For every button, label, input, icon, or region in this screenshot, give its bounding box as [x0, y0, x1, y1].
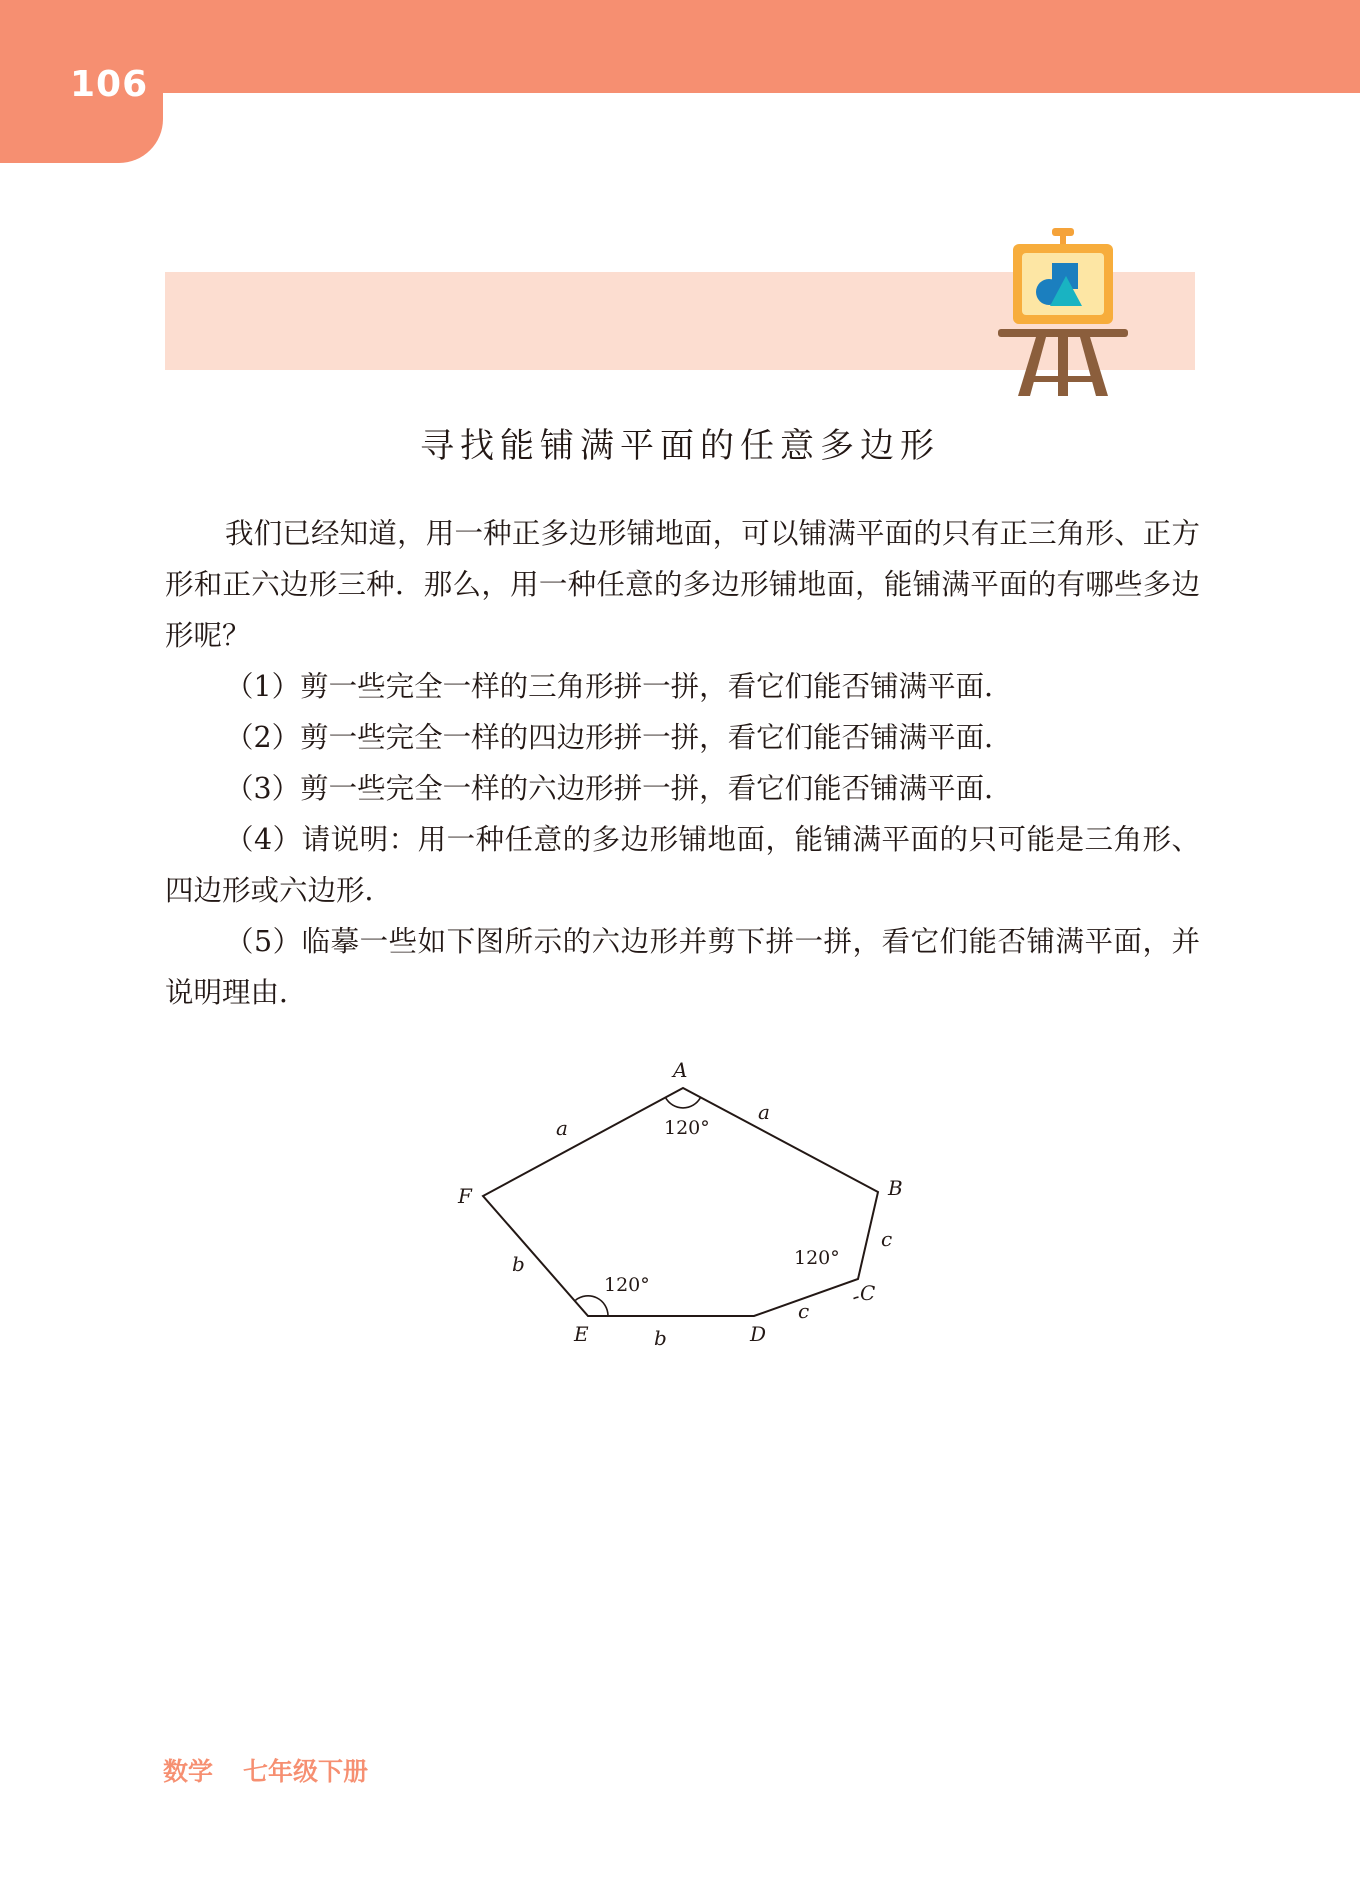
footer-subject: 数学: [163, 1757, 214, 1786]
angle-arc-c: [854, 1297, 859, 1299]
vertex-label-a: A: [673, 1058, 688, 1082]
page-number: 106: [70, 64, 149, 105]
vertex-label-e: E: [574, 1322, 589, 1346]
vertex-label-d: D: [750, 1322, 767, 1346]
body-text: [165, 508, 1200, 1018]
vertex-label-f: F: [458, 1184, 472, 1208]
side-label-cd: c: [798, 1299, 810, 1323]
angle-label-e: 120°: [604, 1274, 650, 1296]
footer: [163, 1752, 368, 1788]
task-item-2: （2）剪一些完全一样的四边形拼一拼，看它们能否铺满平面．: [225, 721, 1013, 754]
intro-paragraph: 我们已经知道，用一种正多边形铺地面，可以铺满平面的只有正三角形、正方形和正六边形三种．那么，用一种任意的多边形铺地面，能铺满平面的有哪些多边形呢？: [165, 517, 1200, 652]
section-title: 寻找能铺满平面的任意多边形: [420, 426, 940, 466]
side-label-ef: b: [512, 1252, 525, 1276]
vertex-label-c: C: [860, 1281, 876, 1305]
side-label-bc: c: [881, 1227, 893, 1251]
angle-label-c: 120°: [794, 1247, 840, 1269]
task-item-4: （4）请说明：用一种任意的多边形铺地面，能铺满平面的只可能是三角形、四边形或六边形．: [165, 823, 1200, 907]
vertex-label-b: B: [888, 1176, 903, 1200]
footer-book: 七年级下册: [243, 1757, 369, 1786]
side-label-ab: a: [758, 1100, 770, 1124]
side-label-fa: a: [556, 1116, 568, 1140]
task-item-3: （3）剪一些完全一样的六边形拼一拼，看它们能否铺满平面．: [225, 772, 1013, 805]
hexagon-figure: [440, 1055, 940, 1355]
side-label-de: b: [654, 1326, 667, 1350]
angle-arc-a: [665, 1097, 700, 1108]
task-item-1: （1）剪一些完全一样的三角形拼一拼，看它们能否铺满平面．: [225, 670, 1013, 703]
task-item-5: （5）临摹一些如下图所示的六边形并剪下拼一拼，看它们能否铺满平面，并说明理由．: [165, 925, 1200, 1009]
header-band: [0, 0, 1360, 93]
angle-label-a: 120°: [664, 1117, 710, 1139]
easel-icon: [996, 226, 1130, 398]
